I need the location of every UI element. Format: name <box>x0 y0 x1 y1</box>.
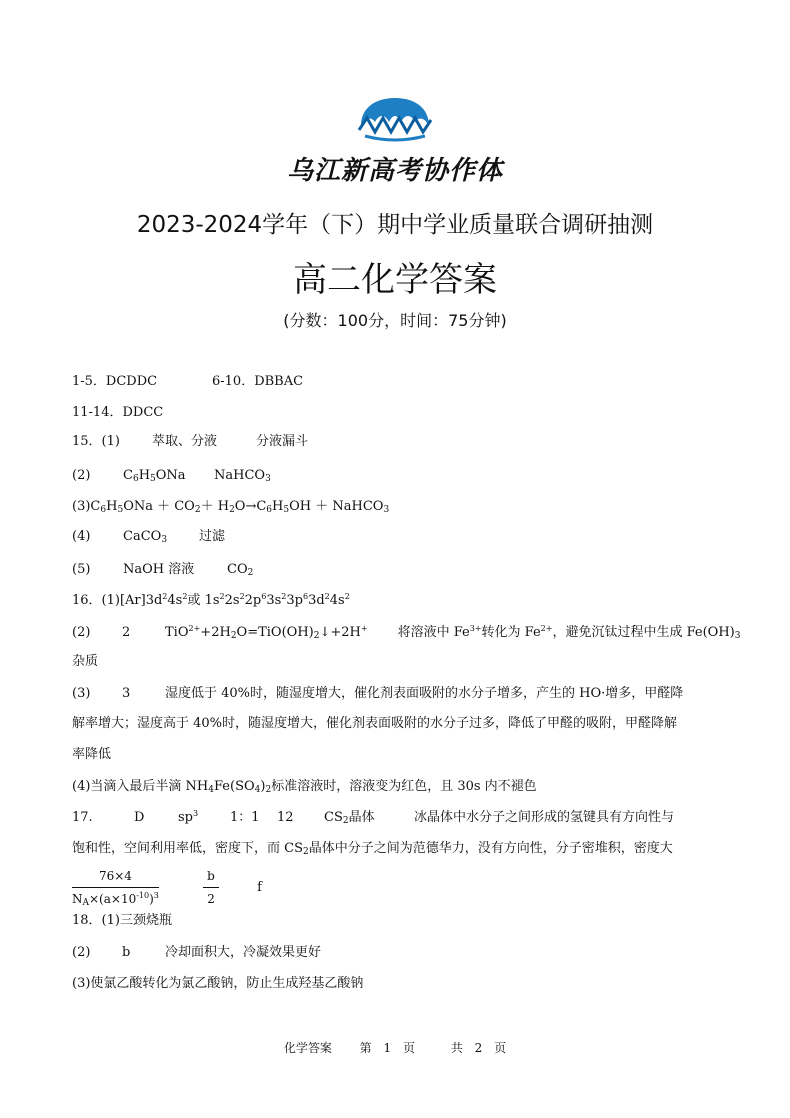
answer-q15-2: (2) $C_6H_5ONa$ NaHCO$_3$ <box>72 468 271 484</box>
wave-logo-icon <box>355 96 435 142</box>
answer-q15-3: $(3)C_6H_5ONa + CO_2+ H_2O\to C_6H_5OH$ ＋ NaHCO$_3$ <box>72 499 390 515</box>
answer-q15-5: (5) NaOH 溶液 $CO_2$ <box>72 562 254 578</box>
logo <box>355 96 435 142</box>
answer-q16-2-cont: 杂质 <box>72 654 99 669</box>
score-info: (分数：100分，时间：75分钟) <box>283 311 507 330</box>
answer-line-11-14: 11-14．DDCC <box>72 405 164 420</box>
answer-q16-3: (3) 3 湿度低于 40%时，随湿度增大，催化剂表面吸附的水分子增多，产生的 HO·增多，甲醛降 <box>72 686 684 701</box>
answer-q17-formulas: $\frac{76\times 4}{N_A\times(a\times 10^{-10})^3}$ $\frac{b}{2}$ f <box>72 866 262 909</box>
answer-q16-1: 16．$(1)[Ar]3d^24s^2$或 $1s^22s^22p^63s^23p^63d^24s^2$ <box>72 592 350 608</box>
density-fraction: $\frac{76\times 4}{N_A\times(a\times 10^{-10})^3}$ <box>72 866 159 909</box>
answer-q15-1: 15．(1) 萃取、分液 分液漏斗 <box>72 434 309 449</box>
page-footer: 化学答案 第 1 页 共 2 页 <box>283 1041 507 1055</box>
answer-q16-4: (4)当滴入最后半滴 $NH_4Fe(SO_4)_2$标准溶液时，溶液变为红色，且 30s 内不褪色 <box>72 779 537 795</box>
answer-q16-3-cont1: 解率增大；湿度高于 40%时，随湿度增大，催化剂表面吸附的水分子过多，降低了甲醛的吸附，甲醛降解 <box>72 716 678 731</box>
exam-title: 2023-2024学年（下）期中学业质量联合调研抽测 <box>136 212 654 238</box>
answer-q16-3-cont2: 率降低 <box>72 747 112 762</box>
answer-q17: 17. D $sp^3$ 1：1 12 $CS_2$晶体 冰晶体中水分子之间形成的氢键具有方向性与 <box>72 809 675 826</box>
answer-q15-4: (4) CaCO$_3$ 过滤 <box>72 529 226 545</box>
answer-q18-1: 18．(1)三颈烧瓶 <box>72 913 172 928</box>
brand-name: 乌江新高考协作体 <box>286 156 503 186</box>
answer-q17-cont: 饱和性，空间利用率低，密度下，而 $CS_2$晶体中分子之间为范德华力，没有方向性，分子密堆积，密度大 <box>72 841 673 857</box>
answer-q16-2: (2) 2 $TiO^{2+}+2H_2O=TiO(OH)_2↓+2H^+$ 将溶液中 $Fe^{3+}$转化为 $Fe^{2+}$，避免沉钛过程中生成 $Fe(OH)_3$ <box>72 624 741 641</box>
answer-line-1-10: 1-5．DCDDC 6-10．DBBAC <box>72 374 304 389</box>
answer-q18-2: (2) b 冷却面积大，冷凝效果更好 <box>72 945 322 960</box>
b-over-2-fraction: $\frac{b}{2}$ <box>203 866 219 909</box>
answer-q18-3: (3)使氯乙酸转化为氯乙酸钠，防止生成羟基乙酸钠 <box>72 976 364 991</box>
subject-title: 高二化学答案 <box>293 260 497 300</box>
